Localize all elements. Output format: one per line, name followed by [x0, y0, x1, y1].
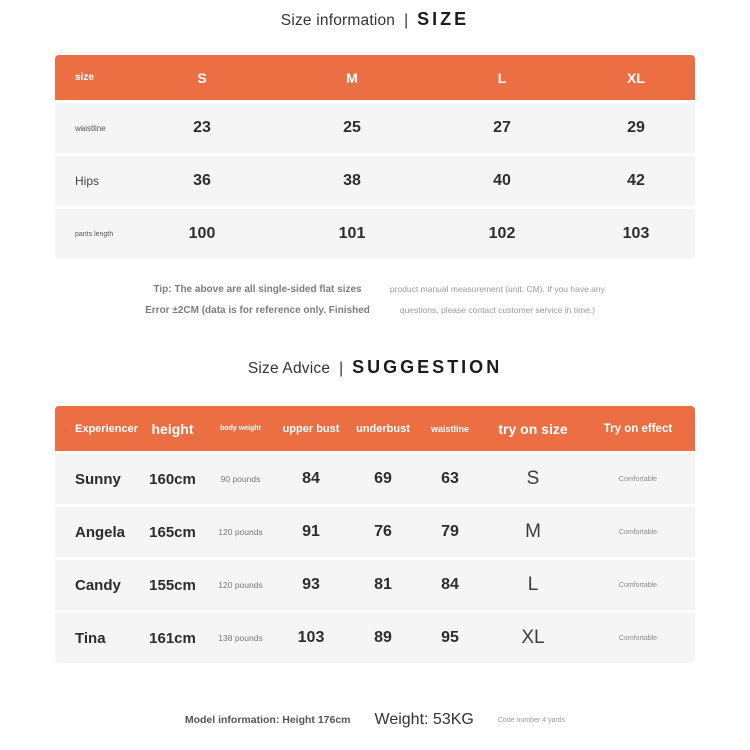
tip-note-left [145, 279, 370, 321]
row-label: waistline [75, 123, 106, 133]
cell-waistline: 63 [441, 470, 459, 487]
table-row-tina [55, 613, 695, 663]
header-cell-height: height [151, 420, 194, 437]
header-cell-body-weight: body weight [220, 425, 261, 432]
header-cell-waistline: waistline [430, 423, 469, 434]
suggestion-title-caps: SUGGESTION [352, 357, 503, 377]
cell-size: XL [521, 627, 545, 648]
cell-weight: 138 pounds [218, 633, 263, 643]
header-cell-try-on-effect: Try on effect [603, 422, 673, 435]
cell-height: 160cm [149, 470, 196, 488]
row-label: pants length [75, 230, 114, 238]
header-cell-underbust: underbust [356, 422, 410, 435]
cell-weight: 120 pounds [218, 527, 263, 537]
tip-line: questions, please contact customer service in time.) [399, 305, 595, 315]
model-weight-text: Weight: 53KG [374, 711, 474, 728]
cell-value: 29 [627, 119, 645, 136]
cell-value: 38 [343, 172, 361, 189]
header-cell-l: L [497, 69, 507, 86]
cell-name: Sunny [75, 470, 121, 488]
cell-height: 165cm [149, 523, 196, 541]
cell-weight: 90 pounds [220, 474, 261, 484]
tip-note-right [390, 279, 605, 321]
tip-line: Error ±2CM (data is for reference only. Finished [145, 305, 370, 316]
header-cell-s: S [197, 69, 207, 86]
header-cell-size: size [75, 72, 94, 83]
cell-waistline: 79 [441, 523, 459, 540]
cell-waistline: 95 [441, 629, 459, 646]
header-cell-xl: XL [627, 69, 645, 86]
cell-waistline: 84 [441, 576, 459, 593]
cell-value: 36 [193, 172, 211, 189]
suggestion-table-header [55, 406, 695, 451]
cell-value: 27 [493, 119, 511, 136]
model-code-text: Code number 4 yards [497, 716, 566, 724]
cell-height: 161cm [149, 629, 196, 647]
row-label: Hips [75, 174, 100, 188]
header-cell-try-on-size: try on size [498, 420, 568, 437]
header-cell-m: M [346, 69, 358, 86]
table-row-pants-length [55, 209, 695, 259]
suggestion-title-label: Size Advice [247, 360, 331, 377]
cell-height: 155cm [149, 576, 196, 594]
cell-effect: Comfortable [618, 581, 658, 589]
cell-name: Tina [75, 629, 106, 647]
tip-note [0, 279, 750, 321]
suggestion-table [55, 406, 695, 663]
cell-size: L [527, 574, 539, 595]
cell-effect: Comfortable [618, 528, 658, 536]
size-table-header [55, 55, 695, 100]
cell-value: 100 [188, 225, 216, 242]
cell-value: 101 [338, 225, 366, 242]
cell-value: 23 [193, 119, 211, 136]
cell-value: 102 [488, 225, 516, 242]
cell-effect: Comfortable [618, 634, 658, 642]
size-section-title [0, 0, 750, 30]
cell-name: Angela [75, 523, 126, 541]
title-divider: | [404, 12, 409, 29]
cell-upper-bust: 93 [302, 576, 320, 593]
header-cell-experiencer: Experiencer [75, 422, 138, 435]
cell-name: Candy [75, 576, 121, 594]
table-row-sunny [55, 454, 695, 504]
table-row-waistline [55, 103, 695, 153]
table-row-candy [55, 560, 695, 610]
model-info-text: Model information: Height 176cm [184, 714, 351, 726]
cell-upper-bust: 91 [302, 523, 320, 540]
cell-size: S [526, 468, 540, 489]
cell-value: 40 [493, 172, 511, 189]
table-row-angela [55, 507, 695, 557]
cell-size: M [525, 521, 541, 542]
model-info-footer [0, 711, 750, 729]
cell-effect: Comfortable [618, 475, 658, 483]
cell-value: 103 [622, 225, 650, 242]
tip-line: Tip: The above are all single-sided flat sizes [153, 284, 362, 295]
suggestion-section-title [0, 357, 750, 378]
cell-upper-bust: 103 [297, 629, 325, 646]
tip-line: product manual measurement (unit: CM). If you have any [389, 284, 605, 294]
size-title-label: Size information [280, 12, 396, 29]
size-title-caps: SIZE [417, 9, 470, 29]
cell-value: 25 [343, 119, 361, 136]
cell-underbust: 69 [374, 470, 392, 487]
size-table [55, 55, 695, 259]
cell-weight: 120 pounds [218, 580, 263, 590]
title-divider: | [339, 360, 344, 377]
header-cell-upper-bust: upper bust [282, 422, 340, 435]
table-row-hips [55, 156, 695, 206]
cell-underbust: 76 [374, 523, 392, 540]
cell-underbust: 89 [374, 629, 392, 646]
cell-underbust: 81 [374, 576, 392, 593]
cell-upper-bust: 84 [302, 470, 320, 487]
cell-value: 42 [627, 172, 645, 189]
